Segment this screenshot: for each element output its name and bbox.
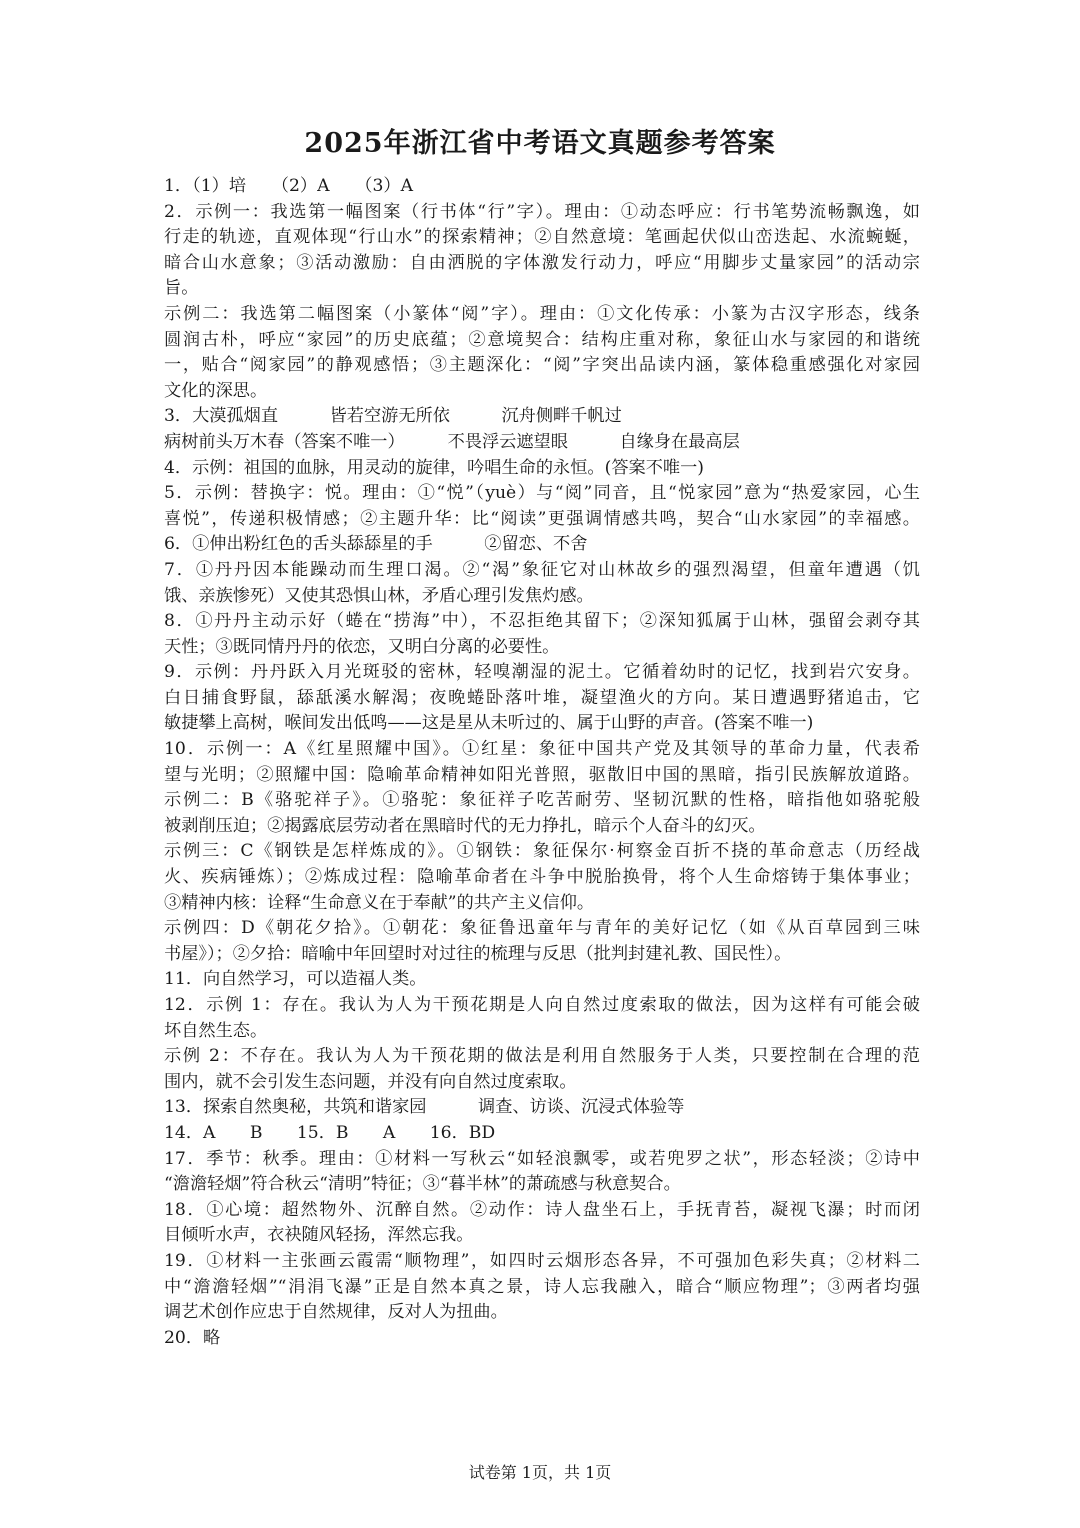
answer-line: 喜悦”，传递积极情感；②主题升华：比“阅读”更强调情感共鸣，契合“山水家园”的幸福感。 xyxy=(164,508,920,529)
answer-line: 5．示例：替换字：悦。理由：①“悦”（yuè）与“阅”同音，且“悦家园”意为“热爱家园，心生 xyxy=(164,483,920,504)
answer-line: 12．示例 1：存在。我认为人为干预花期是人向自然过度索取的做法，因为这样有可能会破 xyxy=(164,995,920,1015)
answer-line: 被剥削压迫；②揭露底层劳动者在黑暗时代的无力挣扎，暗示个人奋斗的幻灭。 xyxy=(164,815,766,836)
answer-content xyxy=(164,174,920,1351)
answer-line: ③精神内核：诠释“生命意义在于奉献”的共产主义信仰。 xyxy=(164,892,595,913)
answer-line: 天性；③既同情丹丹的依恋，又明白分离的必要性。 xyxy=(164,636,560,657)
answer-line: 白日捕食野鼠，舔舐溪水解渴；夜晚蜷卧落叶堆，凝望渔火的方向。某日遭遇野猪追击，它 xyxy=(164,687,920,708)
answer-line: 示例二：我选第二幅图案（小篆体“阅”字）。理由：①文化传承：小篆为古汉字形态，线条 xyxy=(164,303,920,324)
answer-line: 示例三：C《钢铁是怎样炼成的》。①钢铁：象征保尔·柯察金百折不挠的革命意志（历经战 xyxy=(164,841,920,862)
answer-line: 坏自然生态。 xyxy=(164,1020,268,1041)
answer-line: 10．示例一：A《红星照耀中国》。①红星：象征中国共产党及其领导的革命力量，代表希 xyxy=(164,739,920,760)
answer-line: 望与光明；②照耀中国：隐喻革命精神如阳光普照，驱散旧中国的黑暗，指引民族解放道路。 xyxy=(164,764,920,785)
answer-line: 13．探索自然奥秘，共筑和谐家园 调查、访谈、沉浸式体验等 xyxy=(164,1097,685,1118)
answer-line: 一，贴合“阅家园”的静观感悟；③主题深化：“阅”字突出品读内涵，篆体稳重感强化对家园 xyxy=(164,355,920,376)
answer-line: 示例四：D《朝花夕拾》。①朝花：象征鲁迅童年与青年的美好记忆（如《从百草园到三味 xyxy=(164,918,920,939)
answer-line: “澹澹轻烟”符合秋云“清明”特征；③“暮半林”的萧疏感与秋意契合。 xyxy=(164,1174,681,1195)
answer-line: 9．示例：丹丹跃入月光斑驳的密林，轻嗅潮湿的泥土。它循着幼时的记忆，找到岩穴安身。 xyxy=(164,662,920,683)
answer-line: 19．①材料一主张画云霞需“顺物理”，如四时云烟形态各异，不可强加色彩失真；②材料二 xyxy=(164,1250,920,1271)
answer-line: 中“澹澹轻烟”“涓涓飞瀑”正是自然本真之景，诗人忘我融入，暗合“顺应物理”；③两者均强 xyxy=(164,1276,920,1297)
answer-line: 目倾听水声，衣袂随风轻扬，浑然忘我。 xyxy=(164,1225,474,1246)
answer-line: 1．（1）培 （2）A （3）A xyxy=(164,176,414,196)
answer-line: 饿、亲族惨死）又使其恐惧山林，矛盾心理引发焦灼感。 xyxy=(164,585,594,606)
answer-line: 4．示例：祖国的血脉，用灵动的旋律，吟唱生命的永恒。(答案不唯一) xyxy=(164,457,704,478)
answer-line: 6．①伸出粉红色的舌头舔舔星的手 ②留恋、不舍 xyxy=(164,534,588,555)
answer-line: 8．①丹丹主动示好（蜷在“捞海”中），不忍拒绝其留下；②深知狐属于山林，强留会剥夺其 xyxy=(164,611,920,632)
answer-line: 3．大漠孤烟直 皆若空游无所依 沉舟侧畔千帆过 xyxy=(164,406,622,427)
answer-line: 书屋》）；②夕拾：暗喻中年回望时对过往的梳理与反思（批判封建礼教、国民性）。 xyxy=(164,943,792,964)
answer-line: 文化的深思。 xyxy=(164,380,268,401)
answer-line: 调艺术创作应忠于自然规律，反对人为扭曲。 xyxy=(164,1302,508,1323)
answer-line: 20．略 xyxy=(164,1327,221,1348)
answer-line: 14．A B 15．B A 16．BD xyxy=(164,1122,496,1143)
answer-line: 暗合山水意象；③活动激励：自由洒脱的字体激发行动力，呼应“用脚步丈量家园”的活动宗 xyxy=(164,252,920,273)
answer-line: 2．示例一：我选第一幅图案（行书体“行”字）。理由：①动态呼应：行书笔势流畅飘逸，如 xyxy=(164,201,920,222)
answer-line: 示例 2：不存在。我认为人为干预花期的做法是利用自然服务于人类，只要控制在合理的范 xyxy=(164,1046,920,1067)
answer-line: 旨。 xyxy=(164,278,199,299)
answer-line: 敏捷攀上高树，喉间发出低鸣——这是星从未听过的、属于山野的声音。(答案不唯一) xyxy=(164,713,814,734)
answer-line: 圆润古朴，呼应“家园”的历史底蕴；②意境契合：结构庄重对称，象征山水与家园的和谐统 xyxy=(164,329,920,350)
answer-line: 11．向自然学习，可以造福人类。 xyxy=(164,969,427,990)
answer-line: 行走的轨迹，直观体现“行山水”的探索精神；②自然意境：笔画起伏似山峦迭起、水流蜿蜒， xyxy=(164,227,920,248)
page-title: 2025年浙江省中考语文真题参考答案 xyxy=(304,128,776,159)
answer-line: 18．①心境：超然物外、沉醉自然。②动作：诗人盘坐石上，手抚青苔，凝视飞瀑；时而闭 xyxy=(164,1199,920,1220)
answer-line: 7．①丹丹因本能躁动而生理口渴。②“渴”象征它对山林故乡的强烈渴望，但童年遭遇（饥 xyxy=(164,559,920,580)
answer-line: 17．季节：秋季。理由：①材料一写秋云“如轻浪飘零，或若兜罗之状”，形态轻淡；②诗中 xyxy=(164,1148,920,1169)
answer-line: 火、疾病锤炼）；②炼成过程：隐喻革命者在斗争中脱胎换骨，将个人生命熔铸于集体事业； xyxy=(164,867,920,888)
answer-line: 病树前头万木春（答案不唯一） 不畏浮云遮望眼 自缘身在最高层 xyxy=(164,431,740,452)
page-footer: 试卷第 1页，共 1页 xyxy=(468,1463,612,1482)
answer-line: 示例二：B《骆驼祥子》。①骆驼：象征祥子吃苦耐劳、坚韧沉默的性格，暗指他如骆驼般 xyxy=(164,790,920,811)
answer-line: 围内，就不会引发生态问题，并没有向自然过度索取。 xyxy=(164,1071,577,1092)
